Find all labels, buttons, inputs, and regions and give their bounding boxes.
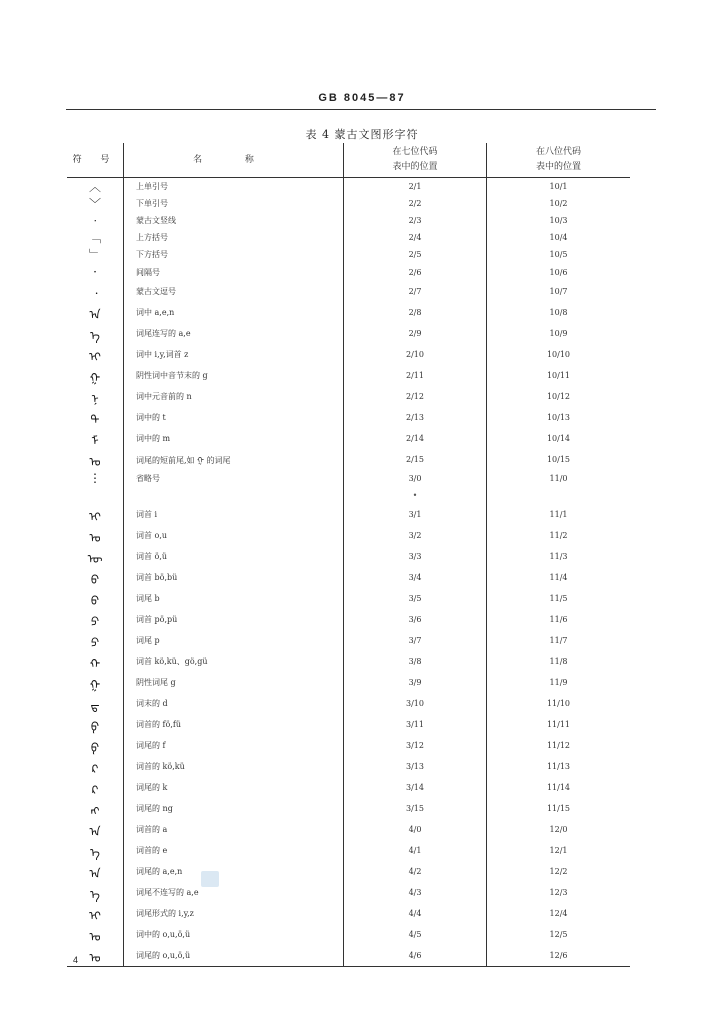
row-pos7: 2/3 <box>344 212 487 229</box>
row-symbol: ᠹ <box>90 740 100 755</box>
row-pos7: 3/10 <box>344 693 487 714</box>
row-name: 词中元音前的 n <box>124 386 344 407</box>
row-name: 词尾的 k <box>124 777 344 798</box>
row-symbol: ᠣ <box>89 454 101 469</box>
row-pos8: 11/10 <box>487 693 631 714</box>
table-row <box>67 819 630 840</box>
character-table <box>67 143 630 967</box>
row-pos8: 10/13 <box>487 407 631 428</box>
row-pos7: 3/6 <box>344 609 487 630</box>
row-name: 蒙古文逗号 <box>124 281 344 302</box>
header-pos7 <box>344 143 487 178</box>
row-symbol: ᠨ <box>91 391 99 406</box>
row-pos8: 12/0 <box>487 819 631 840</box>
row-symbol: ᠢ <box>89 908 101 923</box>
row-pos7: 2/14 <box>344 428 487 449</box>
row-pos7: 2/2 <box>344 195 487 212</box>
table-row <box>67 470 630 487</box>
row-pos8: 10/3 <box>487 212 631 229</box>
row-name: 词末的 d <box>124 693 344 714</box>
row-name: 词首 ö,ü <box>124 546 344 567</box>
row-pos7: 4/4 <box>344 903 487 924</box>
row-pos7: 4/1 <box>344 840 487 861</box>
row-pos8: 12/6 <box>487 945 631 967</box>
row-symbol: ︿ <box>88 180 101 195</box>
table-row <box>67 386 630 407</box>
row-pos8: 12/3 <box>487 882 631 903</box>
row-pos7: 3/7 <box>344 630 487 651</box>
row-pos8: 11/12 <box>487 735 631 756</box>
row-symbol: ᠳ <box>90 698 100 713</box>
row-symbol: ᠣ <box>89 929 101 944</box>
row-symbol: ᠺ <box>91 782 99 797</box>
row-pos8: 10/15 <box>487 449 631 470</box>
header-pos8-line1: 在八位代码 <box>535 147 581 157</box>
row-name: 词首的 e <box>124 840 344 861</box>
row-symbol: ᠡ <box>90 845 100 860</box>
row-pos8: 10/11 <box>487 365 631 386</box>
row-pos7: 2/13 <box>344 407 487 428</box>
row-pos7: 3/11 <box>344 714 487 735</box>
row-name: 词尾 b <box>124 588 344 609</box>
row-pos7: 3/5 <box>344 588 487 609</box>
row-name: 上单引号 <box>124 178 344 196</box>
row-name: 省略号 <box>124 470 344 487</box>
spacer-dot: • <box>412 490 418 500</box>
table-row <box>67 449 630 470</box>
table-row <box>67 195 630 212</box>
row-pos7: 3/2 <box>344 525 487 546</box>
row-symbol: ᠡ <box>90 328 100 343</box>
row-symbol: ᠩ <box>90 803 100 818</box>
row-pos7: 2/9 <box>344 323 487 344</box>
row-name: 词尾的 f <box>124 735 344 756</box>
row-pos7: 2/7 <box>344 281 487 302</box>
row-name: 词中 i,y,词首 z <box>124 344 344 365</box>
row-pos7: 3/15 <box>344 798 487 819</box>
table-row <box>67 924 630 945</box>
row-pos7: 3/1 <box>344 504 487 525</box>
table-row <box>67 546 630 567</box>
table-title: 表 4 蒙古文图形字符 <box>305 128 419 141</box>
row-pos8: 11/13 <box>487 756 631 777</box>
table-row <box>67 735 630 756</box>
row-symbol: · <box>93 265 97 280</box>
row-pos8: 11/11 <box>487 714 631 735</box>
table-row <box>67 861 630 882</box>
row-pos8: 11/14 <box>487 777 631 798</box>
row-name: 词尾的 o,u,ö,ü <box>124 945 344 967</box>
row-name: 词中的 t <box>124 407 344 428</box>
table-row <box>67 302 630 323</box>
row-pos8: 11/2 <box>487 525 631 546</box>
table-row <box>67 567 630 588</box>
row-pos7: 3/8 <box>344 651 487 672</box>
table-body <box>67 178 630 967</box>
row-pos8: 10/9 <box>487 323 631 344</box>
row-pos8: 11/1 <box>487 504 631 525</box>
row-symbol: ᠫ <box>90 635 100 650</box>
row-name: 词尾形式的 i,y,z <box>124 903 344 924</box>
row-name: 阴性词尾 g <box>124 672 344 693</box>
row-symbol: ᠂ <box>92 286 98 301</box>
row-name: 词尾 p <box>124 630 344 651</box>
table-row <box>67 407 630 428</box>
row-pos8: 10/8 <box>487 302 631 323</box>
row-symbol: ᠢ <box>89 349 101 364</box>
row-name: 词首 kö,kü、gö,gü <box>124 651 344 672</box>
library-stamp <box>201 871 219 887</box>
row-symbol: ᠠ <box>89 824 101 839</box>
table-row <box>67 714 630 735</box>
row-pos8: 10/10 <box>487 344 631 365</box>
row-pos7: 4/6 <box>344 945 487 967</box>
table-header-row <box>67 143 630 178</box>
table-row <box>67 178 630 196</box>
table-row <box>67 263 630 280</box>
row-name: 词尾连写的 a,e <box>124 323 344 344</box>
row-pos7: 2/1 <box>344 178 487 196</box>
row-symbol: ᠥ <box>87 551 103 566</box>
table-row <box>67 630 630 651</box>
table-row <box>67 229 630 246</box>
header-pos8-line2: 表中的位置 <box>535 162 581 172</box>
table-row <box>67 588 630 609</box>
row-pos8: 10/7 <box>487 281 631 302</box>
row-name: 词尾的 ng <box>124 798 344 819</box>
row-name: 间隔号 <box>124 263 344 280</box>
row-pos8: 12/4 <box>487 903 631 924</box>
row-symbol: ᠪ <box>90 593 100 608</box>
row-pos7: 4/3 <box>344 882 487 903</box>
table-row <box>67 882 630 903</box>
row-pos7: 3/12 <box>344 735 487 756</box>
row-symbol: ᠹ <box>90 719 100 734</box>
row-name: 蒙古文竖线 <box>124 212 344 229</box>
row-pos7: 3/9 <box>344 672 487 693</box>
row-pos8: 11/7 <box>487 630 631 651</box>
row-symbol: ᠠ <box>89 866 101 881</box>
header-name: 名 称 <box>124 143 344 178</box>
row-pos7: 4/2 <box>344 861 487 882</box>
row-pos7: 3/0 <box>344 470 487 487</box>
table-row <box>67 903 630 924</box>
table-row <box>67 693 630 714</box>
row-pos8: 12/5 <box>487 924 631 945</box>
row-symbol: ᠪ <box>90 572 100 587</box>
row-pos7: 2/5 <box>344 246 487 263</box>
row-pos8: 10/1 <box>487 178 631 196</box>
row-symbol: ᠭ <box>89 677 101 692</box>
row-name: 词首的 a <box>124 819 344 840</box>
row-name: 词首 o,u <box>124 525 344 546</box>
table-row <box>67 504 630 525</box>
table-row <box>67 428 630 449</box>
row-pos7: 3/3 <box>344 546 487 567</box>
row-name: 词中的 m <box>124 428 344 449</box>
row-pos8: 11/5 <box>487 588 631 609</box>
table-row <box>67 840 630 861</box>
row-pos7: 2/15 <box>344 449 487 470</box>
table-row <box>67 756 630 777</box>
row-symbol: ᠣ <box>89 530 101 545</box>
table-row <box>67 525 630 546</box>
row-name: 词首 i <box>124 504 344 525</box>
page-number: 4 <box>73 955 79 965</box>
row-symbol: ᠫ <box>90 614 100 629</box>
table-row <box>67 365 630 386</box>
table-row <box>67 798 630 819</box>
row-pos7: 2/8 <box>344 302 487 323</box>
row-pos8: 11/4 <box>487 567 631 588</box>
row-name: 词尾的 a,e,n <box>124 861 344 882</box>
row-pos7: 2/12 <box>344 386 487 407</box>
row-name: 词尾的短前尾,如 ᠭ 的词尾 <box>124 449 344 470</box>
row-pos8: 11/15 <box>487 798 631 819</box>
row-pos8: 11/3 <box>487 546 631 567</box>
header-pos7-line2: 表中的位置 <box>392 162 438 172</box>
row-pos8: 10/4 <box>487 229 631 246</box>
row-name: 词首 bö,bü <box>124 567 344 588</box>
row-pos8: 10/12 <box>487 386 631 407</box>
row-name: 下单引号 <box>124 195 344 212</box>
table-row <box>67 246 630 263</box>
row-name: 阴性词中音节末的 g <box>124 365 344 386</box>
row-name: 下方括号 <box>124 246 344 263</box>
row-pos7: 2/11 <box>344 365 487 386</box>
row-pos7: 3/13 <box>344 756 487 777</box>
row-symbol: ᠣ <box>67 945 124 967</box>
row-pos7: 2/6 <box>344 263 487 280</box>
row-symbol: ﹂ <box>88 248 101 263</box>
row-symbol: ᠡ <box>90 887 100 902</box>
row-pos8: 12/2 <box>487 861 631 882</box>
row-symbol: ᐧ <box>93 213 97 228</box>
header-symbol: 符 号 <box>67 143 124 178</box>
row-pos7: 2/4 <box>344 229 487 246</box>
row-name: 词中的 o,u,ö,ü <box>124 924 344 945</box>
table-row <box>67 323 630 344</box>
table-row <box>67 945 630 967</box>
header-pos8 <box>487 143 631 178</box>
table-row <box>67 212 630 229</box>
row-name: 词首的 kö,kü <box>124 756 344 777</box>
table-row <box>67 651 630 672</box>
row-pos8: 10/6 <box>487 263 631 280</box>
row-pos7: 3/14 <box>344 777 487 798</box>
row-pos8: 11/8 <box>487 651 631 672</box>
table-row <box>67 609 630 630</box>
row-pos8: 10/2 <box>487 195 631 212</box>
row-symbol: ᠲ <box>90 412 100 427</box>
table-row <box>67 344 630 365</box>
row-name: 上方括号 <box>124 229 344 246</box>
table-spacer-row <box>67 487 630 504</box>
row-pos7: 3/4 <box>344 567 487 588</box>
row-pos8: 10/14 <box>487 428 631 449</box>
row-name: 词中 a,e,n <box>124 302 344 323</box>
row-symbol: ⋮ <box>89 471 101 486</box>
row-symbol: ᠠ <box>89 307 101 322</box>
row-symbol: ᠭ <box>89 370 101 385</box>
row-name: 词首的 fö,fü <box>124 714 344 735</box>
row-symbol: ﹀ <box>88 197 101 212</box>
row-symbol: ᠬ <box>89 656 101 671</box>
table-row <box>67 672 630 693</box>
row-symbol: ᠮ <box>91 433 99 448</box>
row-pos8: 11/9 <box>487 672 631 693</box>
row-symbol: ᠺ <box>91 761 99 776</box>
row-pos7: 2/10 <box>344 344 487 365</box>
row-pos7: 4/5 <box>344 924 487 945</box>
header-divider <box>66 109 656 110</box>
row-symbol: ﹁ <box>88 231 101 246</box>
standard-code: GB 8045—87 <box>318 92 406 104</box>
row-name: 词尾不连写的 a,e <box>124 882 344 903</box>
row-name: 词首 pö,pü <box>124 609 344 630</box>
row-pos8: 11/6 <box>487 609 631 630</box>
row-symbol: ᠢ <box>89 509 101 524</box>
table-row <box>67 281 630 302</box>
row-pos8: 12/1 <box>487 840 631 861</box>
table-row <box>67 777 630 798</box>
header-pos7-line1: 在七位代码 <box>392 147 438 157</box>
row-pos8: 10/5 <box>487 246 631 263</box>
row-pos7: 4/0 <box>344 819 487 840</box>
row-pos8: 11/0 <box>487 470 631 487</box>
